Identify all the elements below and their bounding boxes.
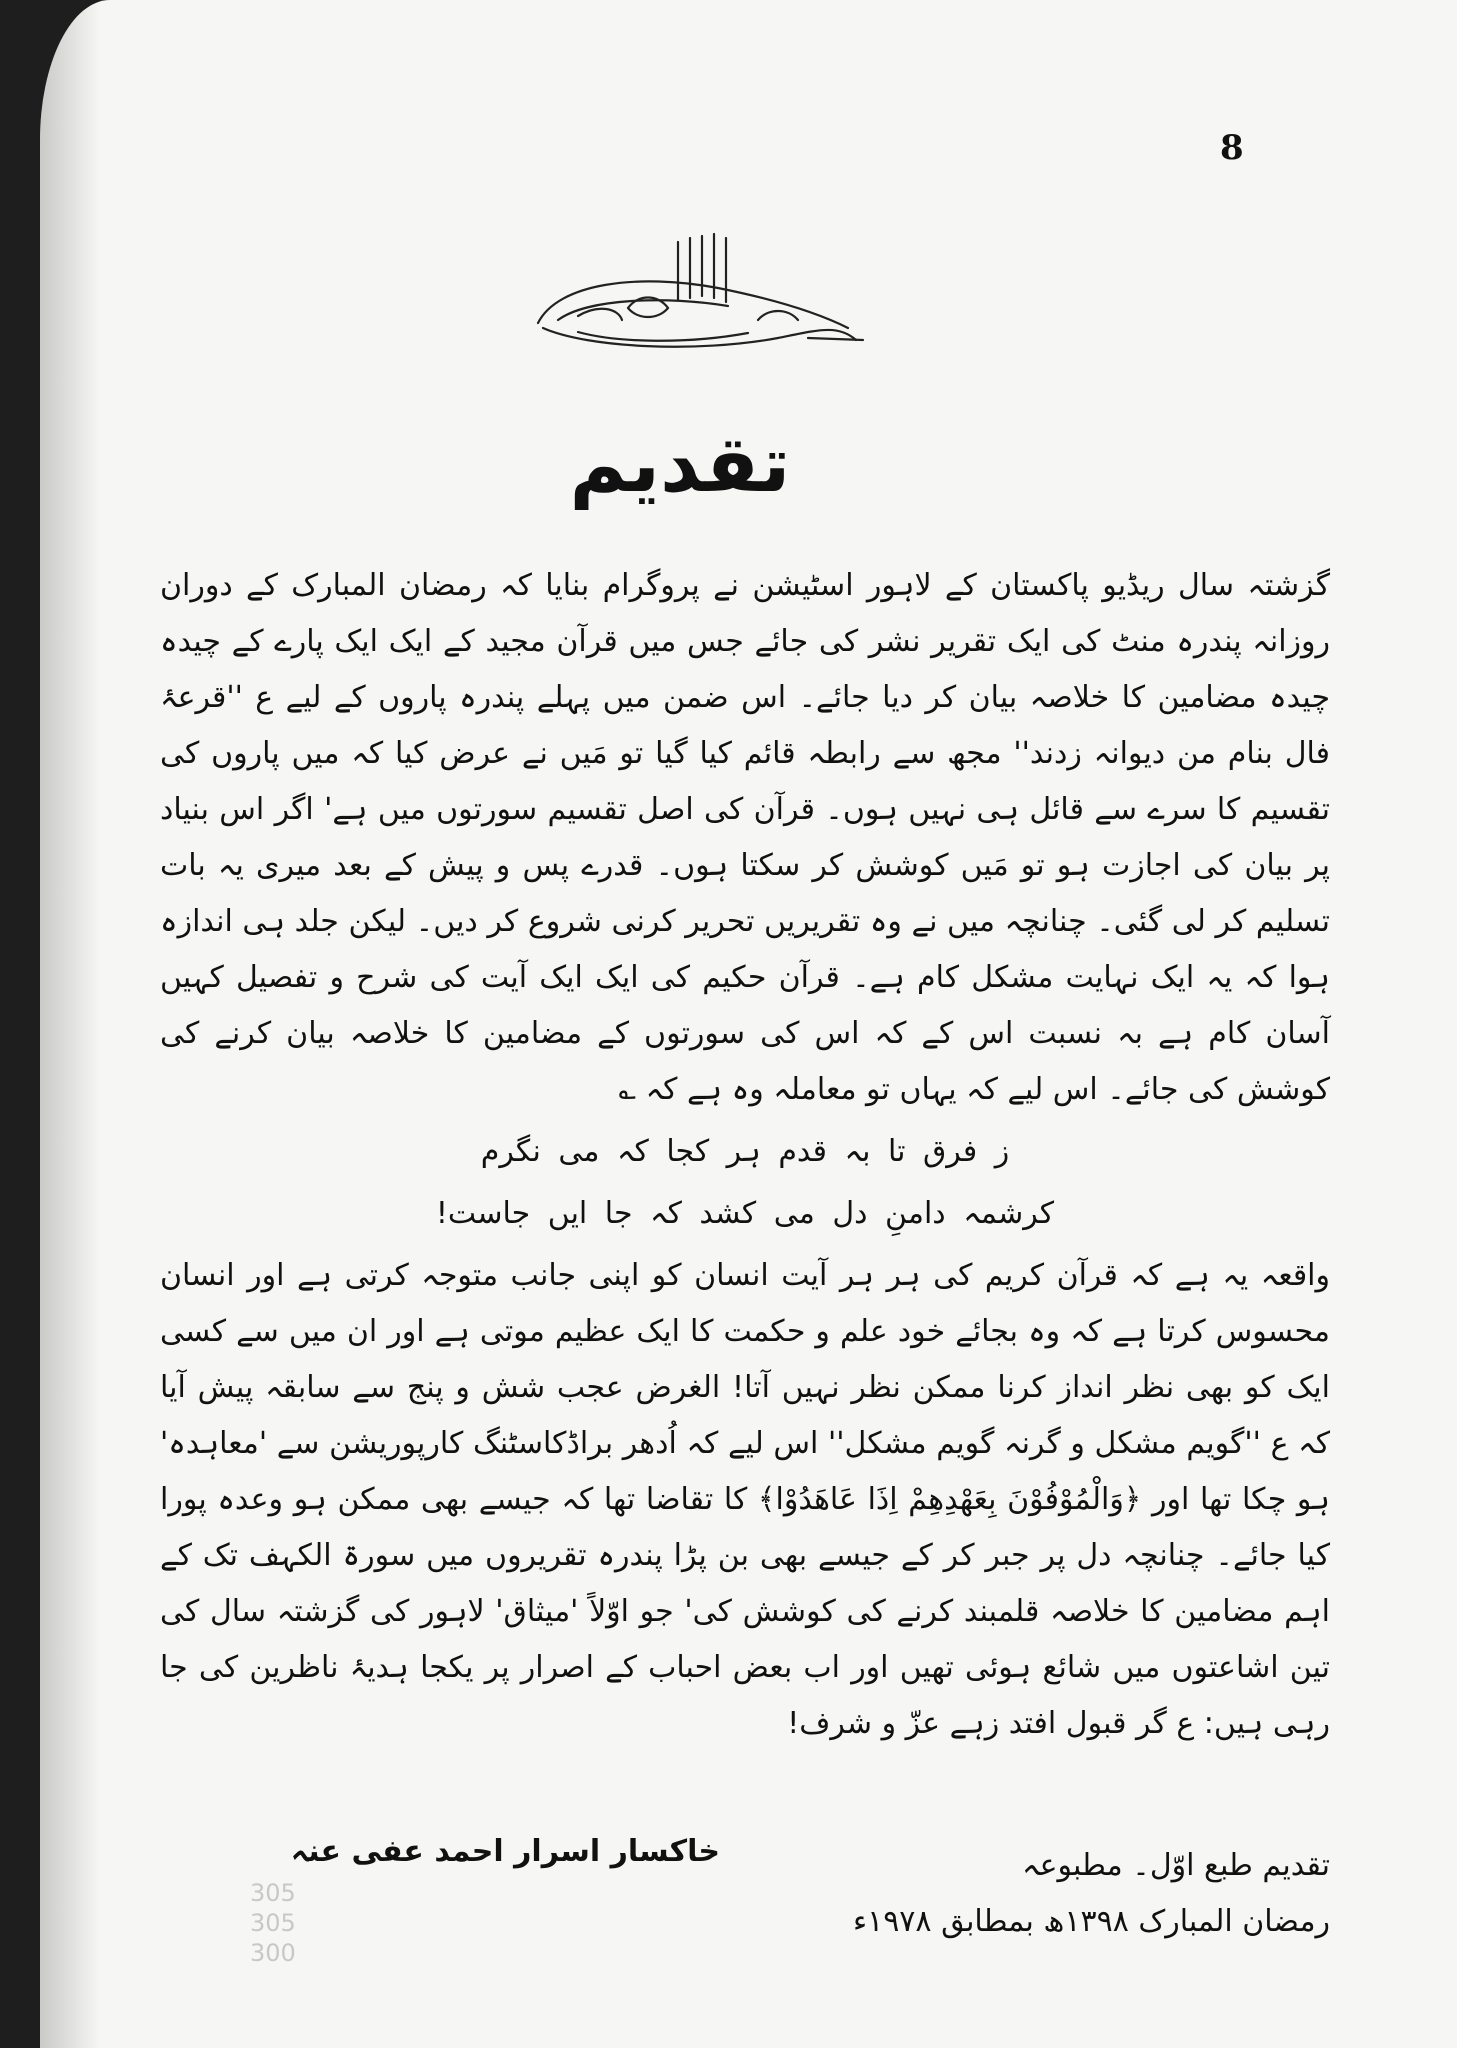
faint-stamp	[250, 1878, 296, 1968]
section-heading: تقدیم	[569, 420, 791, 510]
verse-line-2: کرشمہ دامنِ دل می کشد کہ جا ایں جاست!	[435, 1196, 1055, 1231]
paragraph-2: واقعہ یہ ہے کہ قرآن کریم کی ہر ہر آیت انسان کو اپنی جانب متوجہ کرتی ہے اور انسان محسوس کرتا ہے کہ وہ بجائے خود علم و حکمت کا ایک عظیم موتی ہے اور ان میں سے کسی ایک کو بھی نظر انداز کرنا ممکن نظر نہیں آتا! الغرض عجب شش و پنج سے سابقہ پیش آیا کہ ع ''گویم مشکل و گرنہ گویم مشکل'' اس لیے کہ اُدھر براڈکاسٹنگ کارپوریشن سے 'معاہدہ' ہو چکا تھا اور ﴿وَالْمُوْفُوْنَ بِعَهْدِهِمْ اِذَا عَاهَدُوْا﴾ کا تقاضا تھا کہ جیسے بھی ممکن ہو وعدہ پورا کیا جائے۔ چنانچہ دل پر جبر کر کے جیسے بھی بن پڑا پندرہ تقریروں میں سورۃ الکہف تک کے اہم مضامین کا خلاصہ قلمبند کرنے کی کوشش کی' جو اوّلاً 'میثاق' لاہور کی گزشتہ سال کی تین اشاعتوں میں شائع ہوئی تھیں اور اب بعض احباب کے اصرار پر یکجا ہدیۂ ناظرین کی جا رہی ہیں: ع گر قبول افتد زہے عزّ و شرف!	[160, 1258, 1330, 1741]
faint-stamp-line: 300	[250, 1939, 296, 1967]
page-number: 8	[1220, 128, 1244, 168]
book-page	[40, 0, 1457, 2048]
basmala-calligraphy-icon	[518, 228, 868, 368]
body-text	[160, 558, 1330, 1752]
author-signature: خاکسار اسرار احمد عفی عنہ	[290, 1834, 720, 1869]
publication-note	[820, 1838, 1330, 1950]
publication-note-line-2: رمضان المبارک ۱۳۹۸ھ بمطابق ۱۹۷۸ء	[852, 1904, 1330, 1939]
verse-line-1: ز فرق تا بہ قدم ہر کجا کہ می نگرم	[480, 1134, 1010, 1169]
paragraph-1: گزشتہ سال ریڈیو پاکستان کے لاہور اسٹیشن نے پروگرام بنایا کہ رمضان المبارک کے دوران روزانہ پندرہ منٹ کی ایک تقریر نشر کی جائے جس میں قرآن مجید کے ایک ایک پارے کے چیدہ چیدہ مضامین کا خلاصہ بیان کر دیا جائے۔ اس ضمن میں پہلے پندرہ پاروں کے لیے ع ''قرعۂ فال بنام من دیوانہ زدند'' مجھ سے رابطہ قائم کیا گیا تو مَیں نے عرض کیا کہ میں پاروں کی تقسیم کا سرے سے قائل ہی نہیں ہوں۔ قرآن کی اصل تقسیم سورتوں میں ہے' اگر اس بنیاد پر بیان کی اجازت ہو تو مَیں کوشش کر سکتا ہوں۔ قدرے پس و پیش کے بعد میری یہ بات تسلیم کر لی گئی۔ چنانچہ میں نے وہ تقریریں تحریر کرنی شروع کر دیں۔ لیکن جلد ہی اندازہ ہوا کہ یہ ایک نہایت مشکل کام ہے۔ قرآن حکیم کی ایک ایک آیت کی شرح و تفصیل کہیں آسان کام ہے بہ نسبت اس کے کہ اس کی سورتوں کے مضامین کا خلاصہ بیان کرنے کی کوشش کی جائے۔ اس لیے کہ یہاں تو معاملہ وہ ہے کہ ؎	[160, 568, 1330, 1107]
faint-stamp-line: 305	[250, 1909, 296, 1937]
publication-note-line-1: تقدیم طبع اوّل۔ مطبوعہ	[1022, 1848, 1330, 1883]
page-edge-shadow	[40, 0, 100, 2048]
faint-stamp-line: 305	[250, 1879, 296, 1907]
